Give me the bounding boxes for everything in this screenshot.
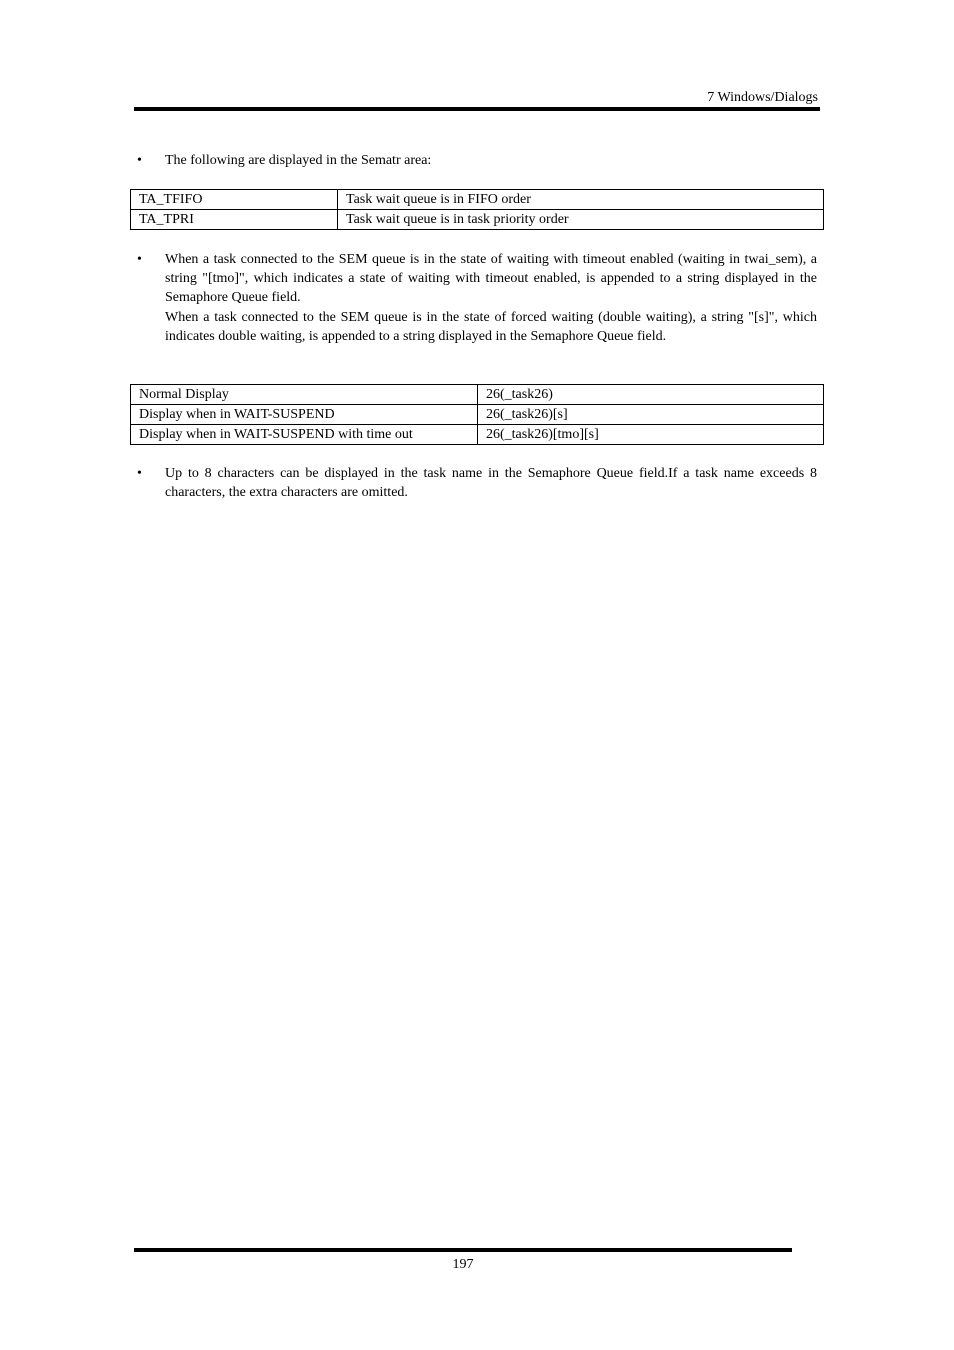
sematr-intro-text: The following are displayed in the Sematr area:	[165, 153, 432, 168]
table-row	[131, 385, 824, 405]
footer-rule	[134, 1248, 792, 1252]
display-example-cell: 26(_task26)[s]	[478, 405, 824, 425]
bullet-marker: •	[137, 252, 142, 267]
attribute-name-cell: TA_TPRI	[131, 210, 338, 230]
bullet-marker: •	[137, 466, 142, 481]
task-name-limit-text: Up to 8 characters can be displayed in the task name in the Semaphore Queue field.If a task name exceeds 8 characters, the extra characters are omitted.	[165, 466, 817, 501]
timeout-wait-text: When a task connected to the SEM queue is in the state of waiting with timeout enabled (waiting in twai_sem), a string "[tmo]", which indicates a state of waiting with timeout enabled, is appended to a string displayed in the Semaphore Queue field.	[165, 252, 817, 306]
attribute-description-cell: Task wait queue is in task priority order	[338, 210, 824, 230]
attribute-name-cell: TA_TFIFO	[131, 190, 338, 210]
display-state-cell: Normal Display	[131, 385, 478, 405]
display-state-cell: Display when in WAIT-SUSPEND	[131, 405, 478, 425]
display-state-cell: Display when in WAIT-SUSPEND with time out	[131, 425, 478, 445]
table-row	[131, 425, 824, 445]
semaphore-queue-display-table	[130, 384, 824, 445]
attribute-description-cell: Task wait queue is in FIFO order	[338, 190, 824, 210]
header-rule	[134, 107, 820, 111]
page-number: 197	[452, 1257, 474, 1272]
table-row	[131, 210, 824, 230]
double-wait-text: When a task connected to the SEM queue is in the state of forced waiting (double waiting), a string "[s]", which indicates double waiting, is appended to a string displayed in the Semaphore Queue field.	[165, 309, 817, 344]
sematr-attribute-table	[130, 189, 824, 230]
bullet-marker: •	[137, 153, 142, 168]
table-row	[131, 405, 824, 425]
running-header: 7 Windows/Dialogs	[707, 90, 818, 105]
display-example-cell: 26(_task26)[tmo][s]	[478, 425, 824, 445]
timeout-wait-paragraph	[165, 250, 817, 346]
display-example-cell: 26(_task26)	[478, 385, 824, 405]
table-row	[131, 190, 824, 210]
